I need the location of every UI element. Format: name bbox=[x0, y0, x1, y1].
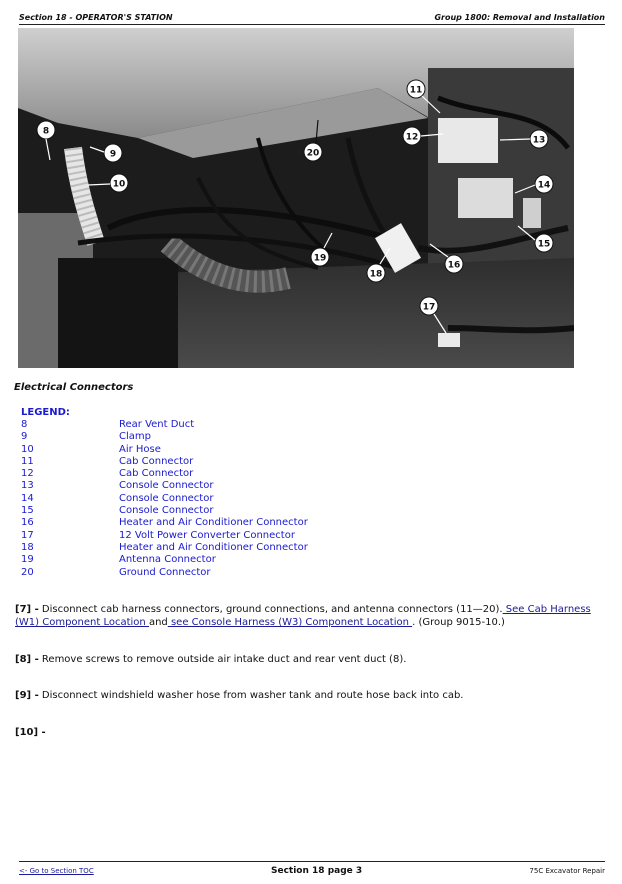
section-toc-link[interactable]: <- Go to Section TOC bbox=[19, 867, 94, 875]
step-9-label: [9] - bbox=[15, 690, 39, 701]
legend-item bbox=[21, 456, 421, 468]
legend-number: 16 bbox=[21, 517, 34, 529]
step-9-text: Disconnect windshield washer hose from washer tank and route hose back into cab. bbox=[38, 690, 464, 701]
legend-number: 10 bbox=[21, 443, 34, 455]
svg-text:17: 17 bbox=[422, 302, 436, 313]
legend-item bbox=[21, 517, 421, 529]
step-7 bbox=[15, 603, 605, 629]
step-8 bbox=[15, 653, 605, 666]
step-7-label: [7] - bbox=[15, 604, 39, 615]
step-8-label: [8] - bbox=[15, 654, 39, 665]
legend-description: Console Connector bbox=[119, 492, 214, 504]
document-title: 75C Excavator Repair bbox=[529, 867, 605, 875]
legend-item bbox=[21, 480, 421, 492]
legend-item bbox=[21, 419, 421, 431]
legend-description: Antenna Connector bbox=[119, 554, 216, 566]
legend-number: 15 bbox=[21, 505, 34, 517]
legend-title: LEGEND: bbox=[21, 407, 70, 418]
legend-number: 12 bbox=[21, 468, 34, 480]
legend-description: Heater and Air Conditioner Connector bbox=[119, 541, 308, 553]
page-footer bbox=[19, 861, 605, 878]
svg-text:9: 9 bbox=[109, 149, 117, 160]
legend-item bbox=[21, 468, 421, 480]
svg-text:8: 8 bbox=[42, 126, 50, 137]
step-7-text: Disconnect cab harness connectors, ground connections, and antenna connectors (11—20). bbox=[38, 604, 503, 615]
legend-item bbox=[21, 505, 421, 517]
svg-text:20: 20 bbox=[306, 148, 320, 159]
svg-text:19: 19 bbox=[313, 253, 327, 264]
legend-item bbox=[21, 431, 421, 443]
legend-number: 19 bbox=[21, 554, 34, 566]
legend-item bbox=[21, 444, 421, 456]
legend-description: Console Connector bbox=[119, 505, 214, 517]
legend-description: Ground Connector bbox=[119, 566, 211, 578]
legend-description: 12 Volt Power Converter Connector bbox=[119, 529, 295, 541]
svg-text:15: 15 bbox=[537, 239, 551, 250]
legend-item bbox=[21, 530, 421, 542]
page-number: Section 18 page 3 bbox=[271, 866, 363, 876]
step-7-end: . (Group 9015-10.) bbox=[412, 617, 505, 628]
figure-caption: Electrical Connectors bbox=[14, 382, 134, 393]
legend-number: 14 bbox=[21, 492, 34, 504]
legend-number: 17 bbox=[21, 529, 34, 541]
legend-description: Console Connector bbox=[119, 480, 214, 492]
page-header bbox=[19, 10, 605, 25]
step-9 bbox=[15, 689, 605, 702]
legend-description: Cab Connector bbox=[119, 468, 194, 480]
cab-harness-link[interactable]: See Cab Harness (W1) Component Location bbox=[15, 604, 591, 628]
svg-text:14: 14 bbox=[537, 180, 551, 191]
step-10 bbox=[15, 726, 605, 739]
legend-number: 9 bbox=[21, 431, 28, 443]
legend-description: Air Hose bbox=[119, 443, 161, 455]
svg-text:12: 12 bbox=[405, 132, 419, 143]
svg-text:11: 11 bbox=[409, 85, 423, 96]
photo-illustration bbox=[18, 28, 574, 368]
legend-item bbox=[21, 542, 421, 554]
svg-text:10: 10 bbox=[112, 179, 126, 190]
svg-text:18: 18 bbox=[369, 269, 383, 280]
legend-number: 11 bbox=[21, 455, 34, 467]
legend-list bbox=[21, 419, 421, 579]
legend-number: 8 bbox=[21, 419, 28, 430]
electrical-connectors-photo bbox=[18, 28, 574, 368]
legend-number: 18 bbox=[21, 541, 34, 553]
header-group: Group 1800: Removal and Installation bbox=[434, 13, 605, 22]
legend-description: Clamp bbox=[119, 431, 151, 443]
header-section: Section 18 - OPERATOR'S STATION bbox=[19, 13, 173, 22]
legend-number: 13 bbox=[21, 480, 34, 492]
legend-description: Rear Vent Duct bbox=[119, 419, 195, 430]
step-7-mid: and bbox=[148, 617, 168, 628]
legend-item bbox=[21, 567, 421, 579]
legend-item bbox=[21, 554, 421, 566]
step-8-text: Remove screws to remove outside air intake duct and rear vent duct (8). bbox=[38, 654, 407, 665]
svg-text:13: 13 bbox=[532, 135, 546, 146]
legend-description: Heater and Air Conditioner Connector bbox=[119, 517, 308, 529]
legend-number: 20 bbox=[21, 566, 34, 578]
legend-item bbox=[21, 493, 421, 505]
svg-text:16: 16 bbox=[447, 260, 461, 271]
console-harness-link[interactable]: see Console Harness (W3) Component Location bbox=[167, 617, 413, 628]
step-10-label: [10] - bbox=[15, 727, 46, 738]
legend-description: Cab Connector bbox=[119, 455, 194, 467]
